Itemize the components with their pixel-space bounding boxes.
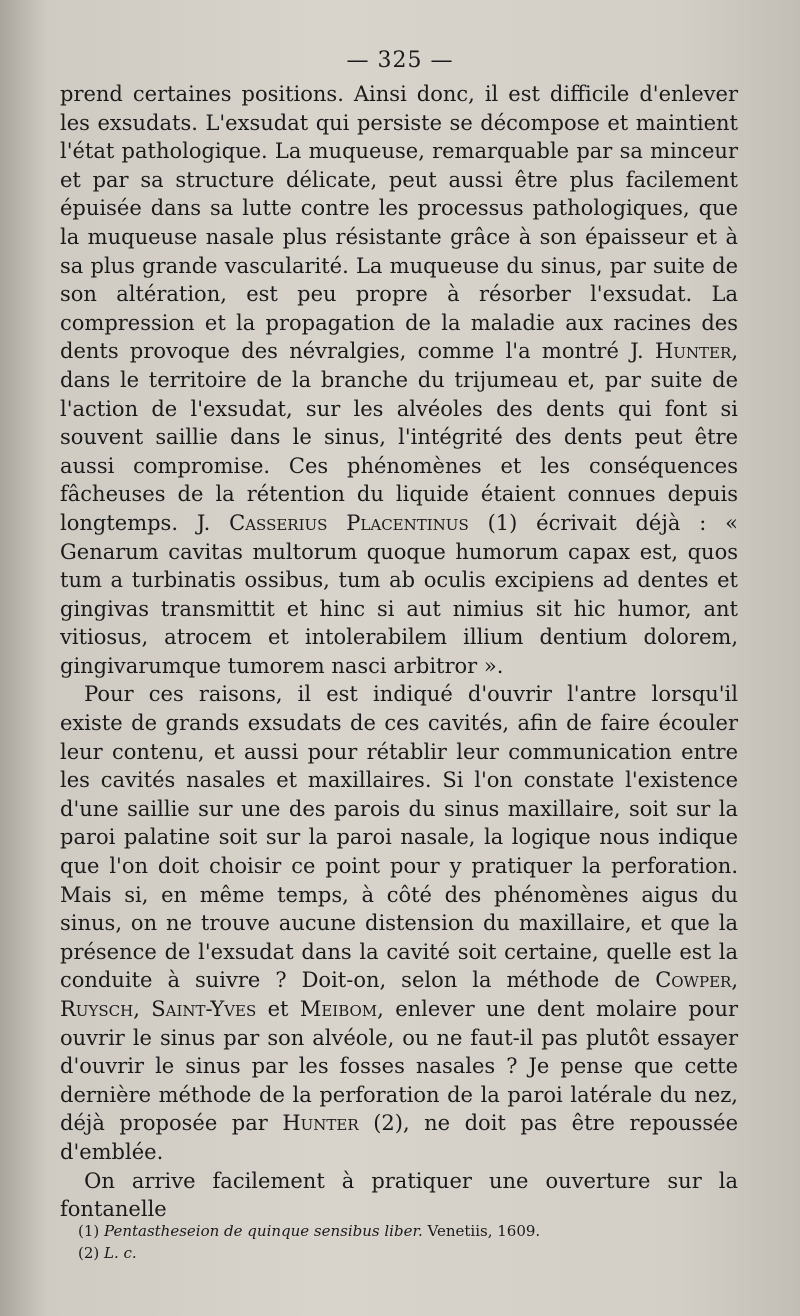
text-run: , [731,968,738,993]
footnote-2 [78,1242,738,1264]
footnote-1 [78,1220,738,1242]
text-run: prend certaines positions. Ainsi donc, il est difficile d'enlever les exsudats. L'exsudat qui persiste se décompose et maintient l'état pathologique. La muqueuse, remarquable par sa minceur et par sa structure délicate, peut aussi être plus facilement épuisée dans sa lutte contre les processus pathologiques, que la muqueuse nasale plus résistante grâce à son épaisseur et à sa plus grande vascularité. La muqueuse du sinus, par suite de son altération, est peu propre à résorber l'exsudat. La compression et la propagation de la maladie aux racines des dents provoque des névralgies, comme l'a montré J. [60,82,738,364]
footnotes [78,1220,738,1264]
body-text [60,80,738,1224]
text-run: On arrive facilement à pratiquer une ouverture sur la fontanelle [60,1168,738,1222]
author-name: Saint-Yves [151,997,257,1021]
author-name: Meibom [299,997,378,1021]
text-run: (1) écrivait déjà : « Genarum cavitas multorum quoque humorum capax est, quos tum a turbinatis ossibus, tum ab oculis excipiens ad dentes et gingivas transmittit et hinc si aut nimius sit hic humor, ant vitiosus, atrocem et intolerabilem illium dentium dolorem, gingivarumque tumorem nasci arbitror ». [60,510,738,678]
text-run: , [133,997,152,1021]
paragraph-3 [60,1167,738,1224]
author-name: Hunter [282,1111,359,1136]
footnote-title: L. c. [104,1244,137,1262]
text-run: (2), ne doit pas être repoussée d'emblée. [60,1111,738,1164]
footnote-title: Pentastheseion de quinque sensibus liber. [104,1222,423,1240]
text-run: Pour ces raisons, il est indiqué d'ouvrir l'antre lorsqu'il existe de grands exsudats de ces cavités, afin de faire écouler leur contenu, et aussi pour rétablir leur communication entre les cavités nasales et maxillaires. Si l'on constate l'existence d'une saillie sur une des parois du sinus maxillaire, soit sur la paroi palatine soit sur la paroi nasale, la logique nous indique que l'on doit choisir ce point pour y pratiquer la perforation. Mais si, en même temps, à côté des phénomènes aigus du sinus, on ne trouve aucune distension du maxillaire, et que la présence de l'exsudat dans la cavité soit certaine, quelle est la conduite à suivre ? Doit-on, selon la méthode de [60,682,738,993]
author-name: Hunter [654,339,732,364]
author-name: Ruysch [60,997,134,1021]
author-name: Casserius Placentinus [229,510,469,535]
text-run: , enlever une dent molaire pour ouvrir le sinus par son alvéole, ou ne faut-il pas plutôt essayer d'ouvrir le sinus par les fosses nasales ? Je pense que cette dernière méthode de la perforation de la paroi latérale du nez, déjà proposée par [60,997,739,1136]
text-run: et [256,997,300,1021]
page-number: — 325 — [346,48,454,73]
footnote-rest: Venetiis, 1609. [422,1222,541,1240]
paragraph-1 [60,80,738,680]
author-name: Cowper [655,968,732,993]
text-run: , dans le territoire de la branche du trijumeau et, par suite de l'action de l'exsudat, sur les alvéoles des dents qui font si souvent saillie dans le sinus, l'intégrité des dents peut être aussi compromise. Ces phénomènes et les conséquences fâcheuses de la rétention du liquide étaient connues depuis longtemps. J. [60,339,738,535]
footnote-marker: (1) [78,1222,100,1240]
paragraph-2 [60,680,738,1166]
footnote-marker: (2) [78,1244,100,1262]
